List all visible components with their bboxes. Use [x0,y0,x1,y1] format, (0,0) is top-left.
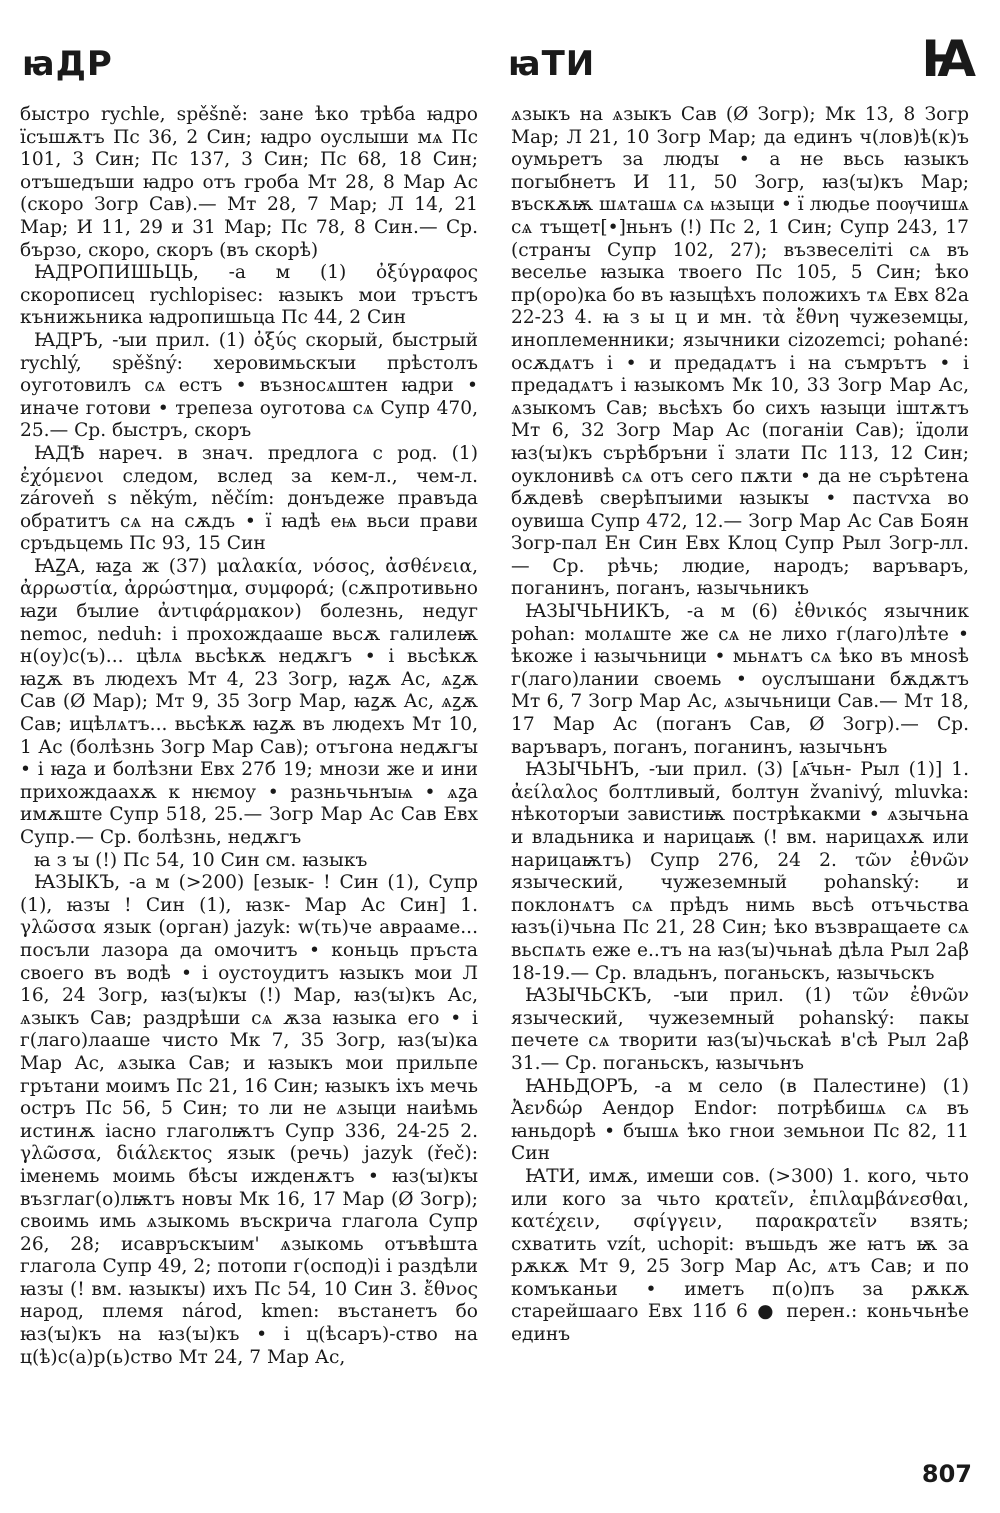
entry-iati: ꙖТИ, имѫ, имеши сов. (>300) 1. кого, чьто или кого за чьто κρατεῖν, ἐπιλαμβάνεσθαι, κατέχειν, σφίγγειν, παρακρατεῖν взять; схватить vzít, uchopit: въшьдъ же ꙗтъ ѭ за рѫкѫ Мт 9, 25 Зогр Мар Ас, ѧтъ Сав; и по комъканьи • иметъ п(о)пъ за рѫкѫ старейшааго Евх 11б 6 ● перен.: коньчьнѣе единъ [511,1165,969,1346]
left-column [20,104,478,1369]
entry-iazy-crossref: ꙗ з ꙑ (!) Пс 54, 10 Син см. ꙗзыкъ [34,849,368,871]
right-column [511,104,969,1347]
entry-continuation: быстро rychle, spěšně: зане ѣко трѣба ꙗдро їсъшѫтъ Пс 36, 2 Син; ꙗдро оуслыши мѧ Пс 101, 3 Син; Пс 137, 3 Син; Пс 68, 18 Син; отъшедъши ꙗдро отъ гроба Мт 28, 8 Мар Ас (скоро Зогр Сав).— Мт 28, 7 Мар; Л 14, 21 Мар; И 11, 29 и 31 Мар; Пс 78, 8 Син.— Ср. бързо, скоро, скоръ (въ скорѣ) [20,104,478,261]
page-number: 807 [921,1460,972,1488]
letter-section-mark: Ꙗ [921,30,976,88]
left-running-head: ꙗДР [22,44,113,84]
entry-iandor: ꙖНЬДОРЪ, -а м село (в Палестине) (1) Ἀενδώρ Аендор Endor: потрѣбишѧ сѧ въ ꙗньдорѣ • бꙑшѧ ѣко гнои земьнои Пс 82, 11 Син [511,1075,969,1165]
entry-iazychsk: ꙖЗЫЧЬСКЪ, -ꙑи прил. (1) τῶν ἐθνῶν языческий, чужеземный pohanský: пакы печете сѧ творити ꙗз(ꙑ)чьскаѣ в'сѣ Рыл 2аβ 31.— Ср. поганьскъ, ꙗзычьнъ [511,985,969,1074]
page-header [0,0,1000,100]
center-running-head: ꙗТИ [508,44,596,84]
entry-iadr: ꙖДРЪ, -ꙑи прил. (1) ὀξύς скорый, быстрый rychlý, spěšný: херовимьскꙑи прѣстолъ оуготовилъ сѧ естъ • възносѧштен ꙗдри • иначе готови • трепеза оуготова сѧ Супр 470, 25.— Ср. быстръ, скоръ [20,329,478,442]
entry-iazychnik: ꙖЗЫЧЬНИКЪ, -а м (6) ἐθνικός язычник pohan: молѧште же сѧ не лихо г(лаго)лѣте • ѣкоже і ꙗзычьници • мьнѧтъ сѧ ѣко въ мноѕѣ г(лаго)лании своемь • оуслꙑшани бѫдѫтъ Мт 6, 7 Зогр Мар Ас, ѧзычьници Сав.— Мт 18, 17 Мар Ас (поганъ Сав, Ø Зогр).— Ср. варъваръ, поганъ, поганинъ, ꙗзычьнъ [511,601,969,758]
entry-iazychn: ꙖЗЫЧЬНЪ, -ꙑи прил. (3) [ѧ҃чьн- Рыл (1)] 1. ἀείλαλος болтливый, болтун žvanivý, mluvka: нѣкоторꙑи завистиѭ пострѣкакми • ѧзычьна и владьника и нарицаѭ (! вм. нарицахѫ или нарицаѭтъ) Супр 276, 24 2. τῶν ἐθνῶν языческий, чужеземный pohanský: и поклонѧтъ сѧ прѣдъ нимь вьсѣ отъчьства ꙗзъ(і)чьна Пс 21, 28 Син; ѣко възвращаете сѧ вьспѧть еже е..тъ на ꙗз(ꙑ)чьнаѣ дѣла Рыл 2аβ 18-19.— Ср. владьнъ, поганьскъ, ꙗзычьскъ [511,759,969,984]
entry-iadropishec: ꙖДРОПИШЬЦЬ, -а м (1) ὀξύγραφος скорописец rychlopisec: ꙗзыкъ мои тръстъ кънижьника ꙗдропишьца Пс 44, 2 Син [20,262,478,329]
entry-iazyk-continuation: ѧзыкъ на ѧзыкъ Сав (Ø Зогр); Мк 13, 8 Зогр Мар; Л 21, 10 Зогр Мар; да единъ ч(лов)ѣ(к)ъ оумьретъ за людꙑ • а не вьсь ꙗзыкъ погыбнетъ И 11, 50 Зогр, ꙗз(ꙑ)къ Мар; въскѫѭ шѧташѧ сѧ ѩзыци • ї людье поѹчишѧ сѧ тъщет[•]ньнъ (!) Пс 2, 1 Син; Супр 243, 17 (странꙑ Супр 102, 27); възвеселіті сѧ въ веселье ꙗзыка твоего Пс 105, 5 Син; ѣко пр(оро)ка бо въ ꙗзыцѣхъ положихъ тѧ Евх 82а 22-23 4. ꙗ з ы ц и мн. τὰ ἔθνη чужеземцы, иноплеменники; язычники cizozemci; pohané: осѫдѧтъ і • и предадѧтъ і на съмрътъ • і предадѧтъ і ꙗзыкомъ Мк 10, 33 Зогр Мар Ас, ѧзыкомъ Сав; вьсѣхъ бо сихъ ꙗзыци іштѫтъ Мт 6, 32 Зогр Мар Ас (поганіи Сав); їдоли ꙗз(ꙑ)къ сърѣбръни ї злати Пс 113, 12 Син; оуклонивѣ сѧ отъ сего пѫти • да не сърѣтена бѫдевѣ сверѣпꙑими ꙗзыкꙑ • пастѵха во оувиша Супр 472, 12.— Зогр Мар Ас Сав Боян Зогр-пал Ен Син Евх Клоц Супр Рыл Зогр-лл.— Ср. рѣчь; людие, народъ; варъваръ, поганинъ, поганъ, ꙗзычьникъ [511,104,969,600]
entry-iade: ꙖДѢ нареч. в знач. предлога с род. (1) ἐχόμενοι следом, вслед за кем-л., чем-л. zároveň s někým, něčím: донъдеже правъда обратитъ сѧ на сѫдъ • ї ꙗдѣ еѩ вьси прави сръдьцемь Пс 93, 15 Син [20,442,478,555]
entry-iazyk: ꙖЗЫКЪ, -а м (>200) [езык- ! Син (1), Супр (1), ꙗзꙑ ! Син (1), ꙗзк- Мар Ас Син] 1. γλῶσσα язык (орган) jazyk: w(ть)че авраамe... посъли лазора да омочитъ • коньць пръста своего въ водѣ • і оустоудитъ ꙗзыкъ мои Л 16, 24 Зогр, ꙗз(ꙑ)кꙑ (!) Мар, ꙗз(ꙑ)къ Ас, ѧзыкъ Сав; раздрѣши сѧ ѫза ꙗзыка его • і г(лаго)лааше чисто Мк 7, 35 Зогр, ꙗз(ꙑ)ка Мар Ас, ѧзыка Сав; и ꙗзыкъ мои прильпе грътани моимъ Пс 21, 16 Син; ꙗзыкъ іхъ мечь остръ Пс 56, 5 Син; то ли не ѧзыци наиѣмь истинѫ іасно глаголѭтъ Супр 336, 24-25 2. γλῶσσα, διάλεκτος язык (речь) jazyk (řeč): іменемь моимь бѣсꙑ ижденѫтъ • ꙗз(ꙑ)кꙑ възглаг(о)лѭтъ новꙑ Мк 16, 17 Мар (Ø Зогр); своимь имь ѧзыкомь въскрича глагола Супр 26, 28; исавръскꙑим' ѧзыкомь отъвѣшта глагола Супр 49, 2; потопи г(оспод)і і раздѣли ꙗзꙑ (! вм. ꙗзыкꙑ) ихъ Пс 54, 10 Син 3. ἔθνος народ, племя národ, kmen: въстанетъ бо ꙗз(ꙑ)къ на ꙗз(ꙑ)къ • і ц(ѣсаръ)-ство на ц(ѣ)с(а)р(ь)ство Мт 24, 7 Мар Ас, [20,872,478,1368]
entry-iaza: ꙖꙀА, ꙗꙁа ж (37) μαλακία, νόσος, ἀσθένεια, ἀρρωστία, ἀρρώστημα, συμφορά; (сѫпротивьно ꙗꙁи бꙑлие ἀντιφάρμακον) болезнь, недуг nemoc, neduh: і прохождааше вьсѫ галилеѭ н(оу)с(ъ)... цѣлѧ вьсѣкѫ недѫгъ • і вьсѣкѫ ꙗꙁѫ въ людехъ Мт 4, 23 Зогр, ꙗꙁѫ Ас, ѧꙁѫ Сав (Ø Мар); Мт 9, 35 Зогр Мар, ꙗꙁѫ Ас, ѧꙁѫ Сав; ицѣлѧтъ... вьсѣкѫ ꙗꙁѫ въ людехъ Мт 10, 1 Ас (болѣзнь Зогр Мар Сав); отъгона недѫгꙑ • і ꙗꙁа и болѣзни Евх 27б 19; мнози же и ини прихождаахѫ к нѥмоу • разньчьнꙑѩ • ѧꙁа имѫште Супр 518, 25.— Зогр Мар Ас Сав Евх Супр.— Ср. болѣзнь, недѫгъ [20,555,478,848]
